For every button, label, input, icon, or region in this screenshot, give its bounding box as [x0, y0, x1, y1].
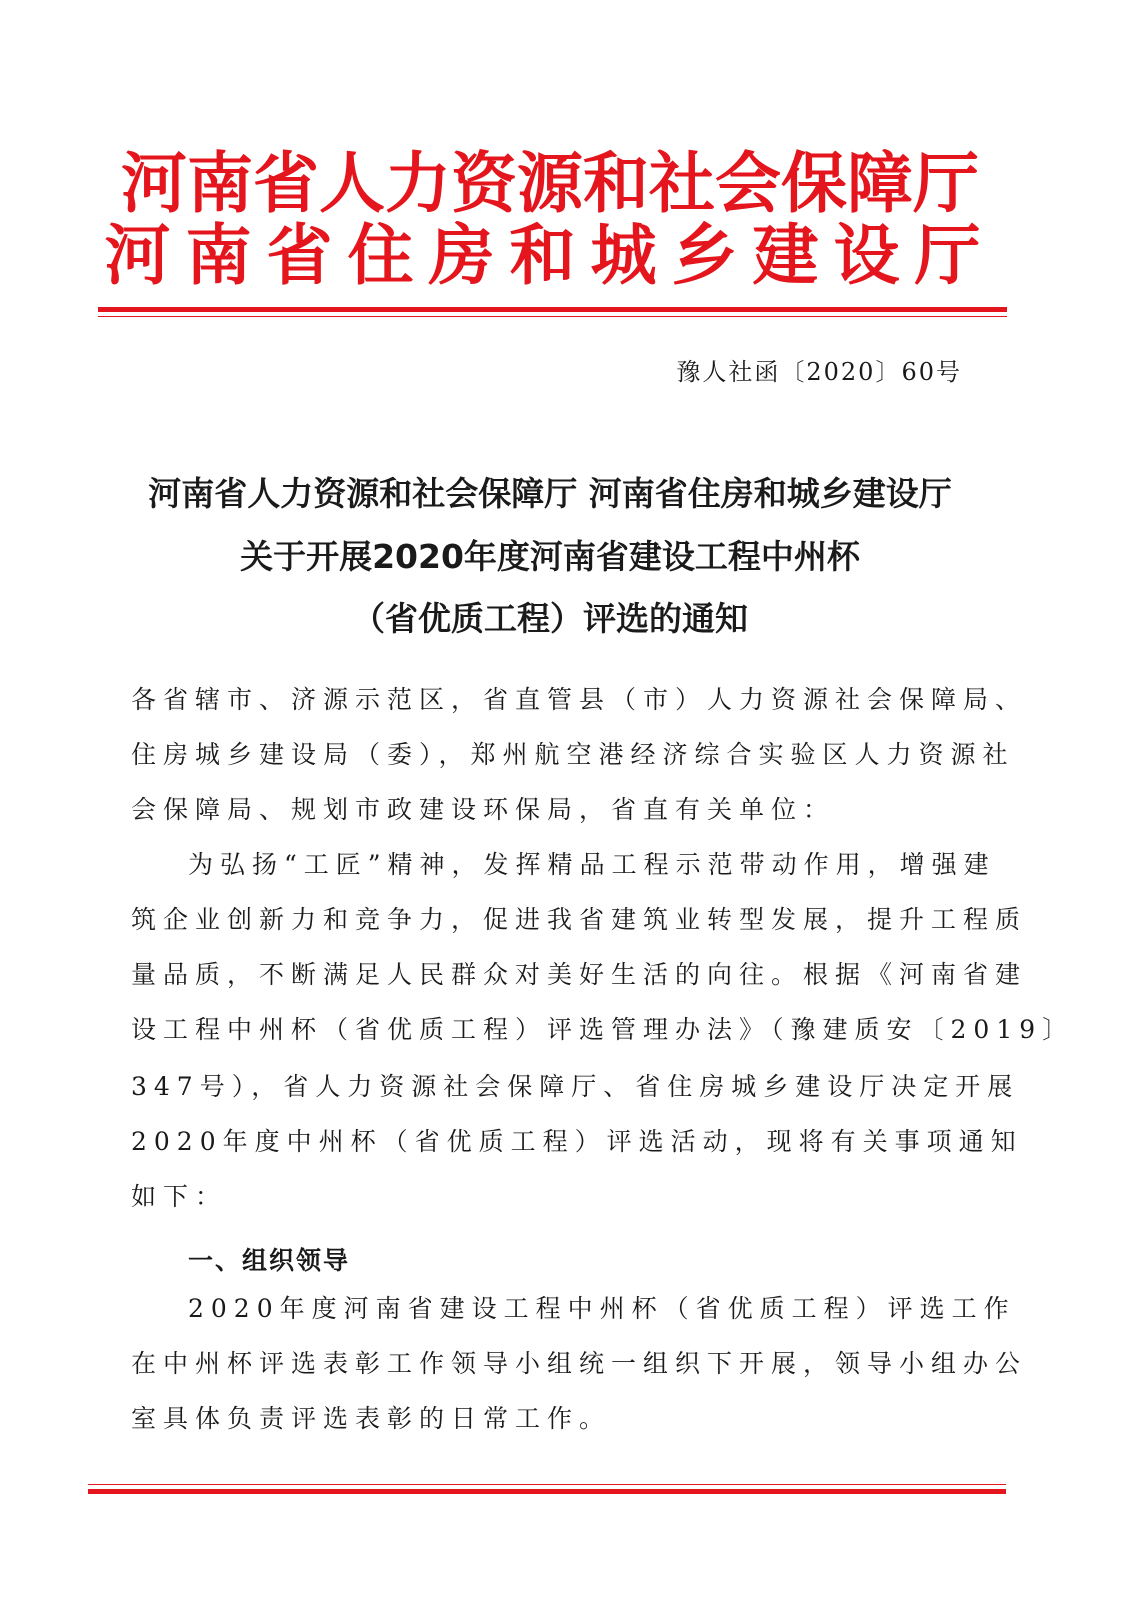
document-title-line-2: 关于开展2020年度河南省建设工程中州杯	[240, 537, 860, 576]
issuer-header-line-1: 河南省人力资源和社会保障厅	[121, 144, 979, 222]
addressee-line: 各省辖市、济源示范区，省直管县（市）人力资源社会保障局、	[131, 685, 1028, 714]
paragraph-line: 2020年度河南省建设工程中州杯（省优质工程）评选工作	[188, 1294, 1016, 1323]
paragraph-line: 如下：	[131, 1182, 228, 1211]
paragraph-line: 347号），省人力资源社会保障厅、省住房城乡建设厅决定开展	[131, 1072, 1020, 1101]
section-heading: 一、组织领导	[188, 1246, 351, 1275]
header-divider-thin	[98, 316, 1007, 317]
paragraph-line: 在中州杯评选表彰工作领导小组统一组织下开展，领导小组办公	[131, 1349, 1028, 1378]
paragraph-line: 量品质，不断满足人民群众对美好生活的向往。根据《河南省建	[131, 960, 1028, 989]
document-title-line-3: （省优质工程）评选的通知	[352, 599, 748, 638]
document-title-line-1: 河南省人力资源和社会保障厅 河南省住房和城乡建设厅	[148, 474, 952, 513]
paragraph-line: 室具体负责评选表彰的日常工作。	[131, 1404, 612, 1433]
addressee-line: 会保障局、规划市政建设环保局，省直有关单位：	[131, 795, 836, 824]
paragraph-line: 设工程中州杯（省优质工程）评选管理办法》（豫建质安〔2019〕	[131, 1015, 1075, 1044]
addressee-line: 住房城乡建设局（委），郑州航空港经济综合实验区人力资源社	[131, 740, 1015, 769]
paragraph-line: 2020年度中州杯（省优质工程）评选活动，现将有关事项通知	[131, 1127, 1023, 1156]
document-number: 豫人社函〔2020〕60号	[676, 358, 962, 386]
issuer-header-line-2: 河南省住房和城乡建设厅	[104, 216, 996, 294]
footer-divider-thick	[88, 1489, 1006, 1494]
header-divider-thick	[98, 307, 1007, 312]
paragraph-line: 为弘扬“工匠”精神，发挥精品工程示范带动作用，增强建	[188, 850, 996, 879]
footer-divider-thin	[88, 1484, 1006, 1485]
paragraph-line: 筑企业创新力和竞争力，促进我省建筑业转型发展，提升工程质	[131, 905, 1028, 934]
